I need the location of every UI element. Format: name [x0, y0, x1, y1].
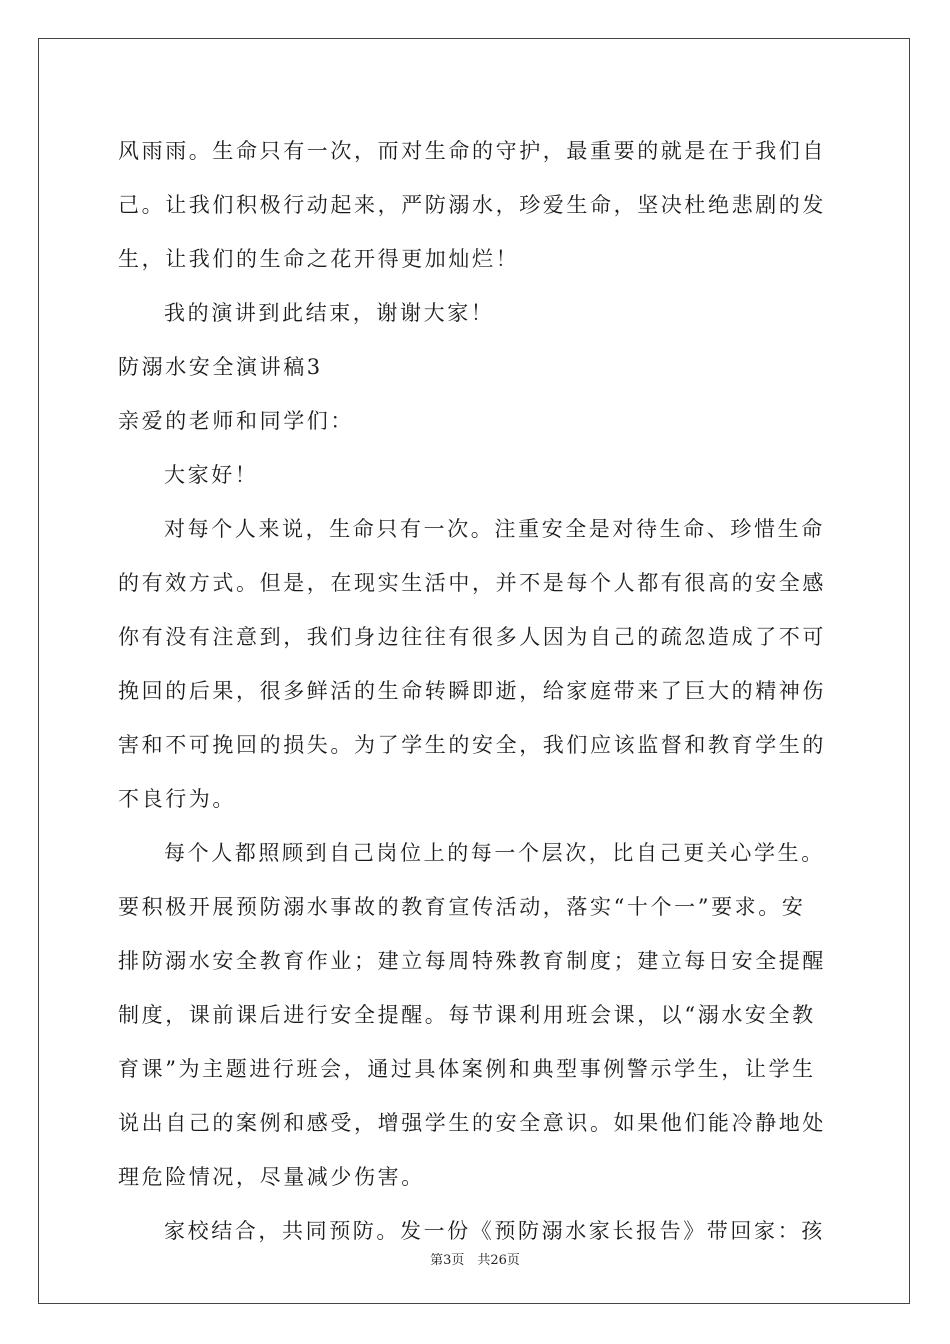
text-line: 亲爱的老师和同学们： [118, 409, 354, 433]
text-line: 你有没有注意到，我们身边往往有很多人因为自己的疏忽造成了不可 [118, 625, 826, 649]
text-line: 理危险情况，尽量减少伤害。 [118, 1165, 425, 1189]
document-body [118, 124, 834, 1258]
text-line: 家校结合，共同预防。发一份《预防溺水家长报告》带回家：孩 [164, 1219, 825, 1243]
text-line: 害和不可挽回的损失。为了学生的安全，我们应该监督和教育学生的 [118, 733, 826, 757]
text-line: 育课”为主题进行班会，通过具体案例和典型事例警示学生，让学生 [118, 1057, 816, 1081]
text-line: 制度，课前课后进行安全提醒。每节课利用班会课，以“溺水安全教 [118, 1003, 816, 1027]
text-line: 我的演讲到此结束，谢谢大家！ [164, 301, 495, 325]
text-line: 说出自己的案例和感受，增强学生的安全意识。如果他们能冷静地处 [118, 1111, 826, 1135]
text-line: 不良行为。 [118, 787, 236, 811]
text-line: 大家好！ [164, 463, 259, 487]
text-line: 挽回的后果，很多鲜活的生命转瞬即逝，给家庭带来了巨大的精神伤 [118, 679, 826, 703]
text-line: 防溺水安全演讲稿3 [118, 355, 323, 379]
text-line: 每个人都照顾到自己岗位上的每一个层次，比自己更关心学生。 [164, 841, 825, 865]
page-footer: 第3页 共26页 [430, 1253, 520, 1268]
text-line: 的有效方式。但是，在现实生活中，并不是每个人都有很高的安全感 [118, 571, 826, 595]
text-line: 生，让我们的生命之花开得更加灿烂！ [118, 247, 520, 271]
text-line: 排防溺水安全教育作业；建立每周特殊教育制度；建立每日安全提醒 [118, 949, 826, 973]
text-line: 风雨雨。生命只有一次，而对生命的守护，最重要的就是在于我们自 [118, 139, 826, 163]
text-line: 要积极开展预防溺水事故的教育宣传活动，落实“十个一”要求。安 [118, 895, 806, 919]
text-line: 己。让我们积极行动起来，严防溺水，珍爱生命，坚决杜绝悲剧的发 [118, 193, 826, 217]
text-line: 对每个人来说，生命只有一次。注重安全是对待生命、珍惜生命 [164, 517, 825, 541]
